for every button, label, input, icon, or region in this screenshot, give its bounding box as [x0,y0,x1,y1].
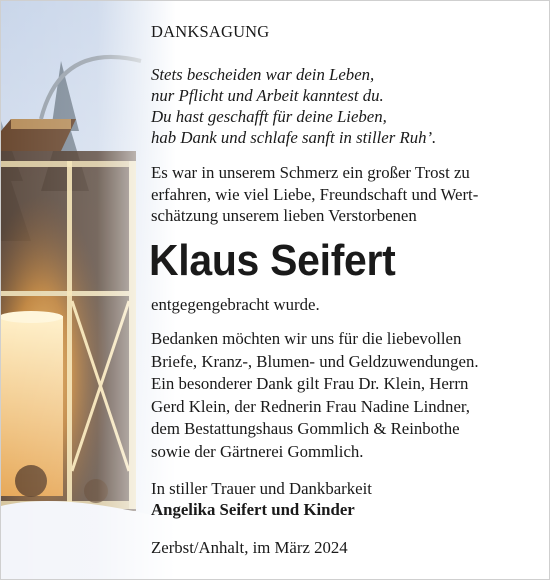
poem-line: hab Dank und schlafe sanft in stiller Ruh’. [151,128,437,147]
thanks-paragraph [151,328,529,464]
poem [151,64,436,148]
intro-line: Es war in unserem Schmerz ein großer Trost zu [151,163,470,182]
signature-line: In stiller Trauer und Dankbarkeit [151,479,372,498]
signature-names: Angelika Seifert und Kinder [151,500,355,519]
thanks-line: sowie der Gärtnerei Gommlich. [151,441,364,461]
poem-line: Du hast geschafft für deine Lieben, [151,107,387,126]
poem-line: nur Pflicht und Arbeit kanntest du. [151,86,384,105]
after-name-text: entgegengebracht wurde. [151,295,320,314]
place-date: Zerbst/Anhalt, im März 2024 [151,538,348,557]
thanks-line: Gerd Klein, der Rednerin Frau Nadine Lindner, [151,396,470,416]
thanks-line: Ein besonderer Dank gilt Frau Dr. Klein, Herrn [151,374,469,394]
thanks-line: dem Bestattungshaus Gommlich & Reinbothe [151,419,460,439]
deceased-name: Klaus Seifert [149,236,396,285]
intro-line: erfahren, wie viel Liebe, Freundschaft und Wert- [151,184,479,204]
thanks-line: Briefe, Kranz-, Blumen- und Geldzuwendungen. [151,351,479,371]
intro-paragraph [151,162,529,227]
thanks-line: Bedanken möchten wir uns für die liebevollen [151,329,462,348]
poem-line: Stets bescheiden war dein Leben, [151,65,375,84]
intro-line: schätzung unserem lieben Verstorbenen [151,206,417,225]
notice-heading: DANKSAGUNG [151,22,270,41]
